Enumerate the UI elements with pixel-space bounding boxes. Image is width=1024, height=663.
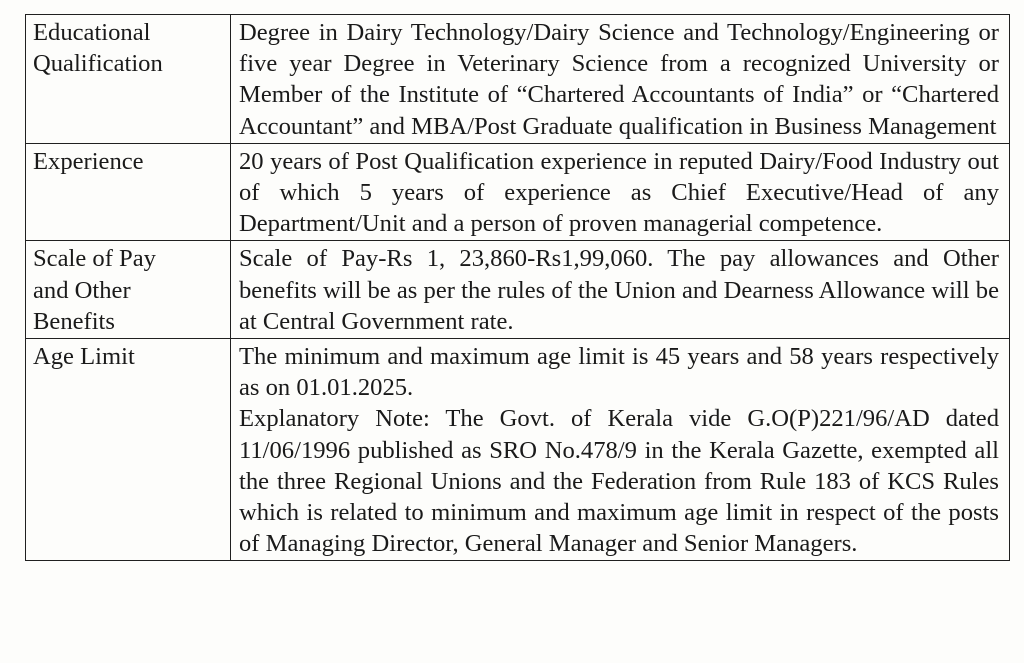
row-label-line: Scale of Pay (33, 245, 156, 273)
row-label (26, 15, 231, 144)
table-row-age-limit (26, 339, 1010, 561)
table-row-educational-qualification (26, 15, 1010, 144)
explanatory-note-paragraph: Explanatory Note: The Govt. of Kerala vide G.O(P)221/96/AD dated 11/06/1996 published as SRO No.478/9 in the Kerala Gazette, exempted all the three Regional Unions and the Federation from Rule 183 of KCS Rules which is related to minimum and maximum age limit in respect of the posts of Managing Director, General Manager and Senior Managers. (239, 405, 999, 558)
qualification-table (25, 14, 1010, 561)
row-label-line: Age Limit (33, 343, 135, 371)
row-value (231, 15, 1010, 144)
table-row-scale-of-pay (26, 241, 1010, 339)
row-value-paragraph: Degree in Dairy Technology/Dairy Science and Technology/Engineering or five year Degree in Veterinary Science from a recognized University or Member of the Institute of “Chartered Accountants of India” or “Chartered Accountant” and MBA/Post Graduate qualification in Business Management (239, 19, 999, 140)
row-label-line: Experience (33, 147, 144, 175)
row-label-line: Benefits (33, 307, 115, 335)
row-label (26, 143, 231, 241)
row-label (26, 339, 231, 561)
row-value (231, 339, 1010, 561)
row-label-line: Educational (33, 19, 151, 46)
row-value-paragraph: Scale of Pay-Rs 1, 23,860-Rs1,99,060. The pay allowances and Other benefits will be as per the rules of the Union and Dearness Allowance will be at Central Government rate. (239, 245, 999, 335)
row-label-line: and Other (33, 276, 131, 304)
table-row-experience (26, 143, 1010, 241)
row-value (231, 241, 1010, 339)
row-label (26, 241, 231, 339)
row-value-paragraph: The minimum and maximum age limit is 45 years and 58 years respectively as on 01.01.2025. (239, 343, 999, 402)
row-value-paragraph: 20 years of Post Qualification experience in reputed Dairy/Food Industry out of which 5 years of experience as Chief Executive/Head of any Department/Unit and a person of proven managerial competence. (239, 147, 999, 238)
row-label-line: Qualification (33, 50, 163, 78)
row-value (231, 143, 1010, 241)
